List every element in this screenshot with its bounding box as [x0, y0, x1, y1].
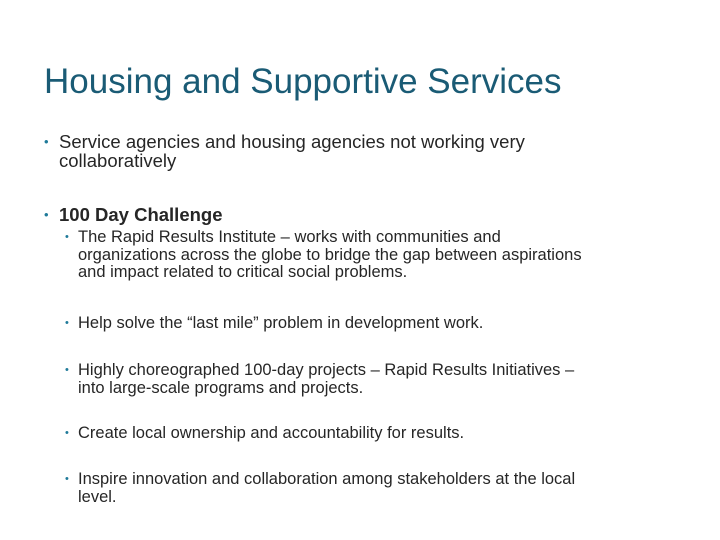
- sub-bullet-item: [65, 362, 705, 400]
- sub-bullet-text: Help solve the “last mile” problem in development work.: [78, 314, 484, 332]
- sub-bullet-text-line: and impact related to critical social problems.: [78, 263, 408, 281]
- sub-bullet-text-line: The Rapid Results Institute – works with communities and: [78, 228, 501, 246]
- bullet-item: [44, 132, 684, 172]
- sub-bullet-item: [65, 471, 705, 509]
- bullet-dot-icon: •: [65, 427, 69, 439]
- sub-bullet-item: [65, 425, 705, 445]
- sub-bullet-text-line: into large-scale programs and projects.: [78, 378, 364, 397]
- bullet-item: [44, 205, 684, 227]
- sub-bullet-text: [78, 471, 575, 506]
- bullet-text-line: Service agencies and housing agencies not working very: [59, 131, 525, 152]
- bullet-text: 100 Day Challenge: [59, 204, 223, 225]
- bullet-dot-icon: •: [65, 317, 69, 329]
- bullet-dot-icon: •: [65, 231, 69, 243]
- bullet-dot-icon: •: [44, 207, 49, 222]
- bullet-text-line: collaboratively: [59, 150, 177, 171]
- sub-bullet-text-line: organizations across the globe to bridge the gap between aspirations: [78, 245, 582, 264]
- slide-title: Housing and Supportive Services: [44, 62, 562, 101]
- sub-bullet-text-line: Highly choreographed 100-day projects – Rapid Results Initiatives –: [78, 361, 575, 379]
- slide-top-band: [0, 0, 720, 30]
- sub-bullet-item: [65, 315, 705, 335]
- sub-bullet-text: [78, 362, 574, 397]
- bullet-dot-icon: •: [65, 364, 69, 376]
- sub-bullet-text: [78, 229, 582, 282]
- bullet-dot-icon: •: [65, 473, 69, 485]
- sub-bullet-text-line: Inspire innovation and collaboration among stakeholders at the local: [78, 470, 576, 488]
- sub-bullet-item: [65, 229, 705, 285]
- bullet-text: [59, 132, 525, 170]
- bullet-dot-icon: •: [44, 134, 49, 149]
- sub-bullet-text-line: level.: [78, 487, 117, 506]
- sub-bullet-text: Create local ownership and accountability for results.: [78, 424, 465, 442]
